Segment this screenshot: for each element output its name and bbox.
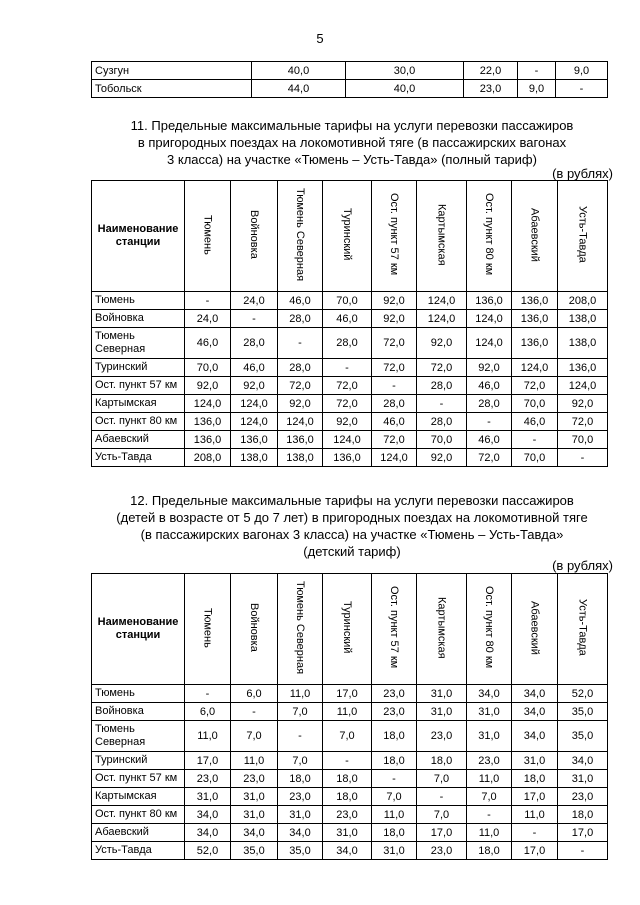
- tariff-cell: 70,0: [185, 359, 231, 377]
- column-header-label: Войновка: [248, 603, 260, 652]
- tariff-cell: 24,0: [231, 292, 278, 310]
- column-header-label: Картымская: [435, 596, 448, 659]
- tariff-cell: -: [512, 431, 558, 449]
- tariff-cell: 35,0: [278, 842, 323, 860]
- column-header: [185, 181, 231, 292]
- station-name-cell: Усть-Тавда: [92, 449, 185, 467]
- tariff-cell: 7,0: [323, 721, 372, 752]
- tariff-cell: 92,0: [231, 377, 278, 395]
- tariff-cell: -: [185, 292, 231, 310]
- tariff-table-12: [91, 573, 608, 860]
- tariff-cell: -: [558, 449, 608, 467]
- tariff-cell: 70,0: [417, 431, 467, 449]
- station-name-cell: Войновка: [92, 703, 185, 721]
- tariff-cell: 46,0: [185, 328, 231, 359]
- column-header-label: Тюмень: [201, 607, 214, 648]
- tariff-cell: 6,0: [185, 703, 231, 721]
- table-row: [92, 703, 608, 721]
- page-number: 5: [316, 31, 324, 46]
- column-header: [558, 574, 608, 685]
- tariff-cell: 30,0: [346, 62, 464, 80]
- tariff-cell: 18,0: [372, 824, 417, 842]
- tariff-cell: 11,0: [467, 824, 512, 842]
- tariff-cell: 28,0: [323, 328, 372, 359]
- tariff-cell: 70,0: [558, 431, 608, 449]
- tariff-cell: 31,0: [185, 788, 231, 806]
- tariff-cell: 46,0: [512, 413, 558, 431]
- tariff-cell: 124,0: [185, 395, 231, 413]
- tariff-table-11: [91, 180, 608, 467]
- column-header-label: Тюмень: [201, 214, 214, 255]
- tariff-cell: 124,0: [278, 413, 323, 431]
- title-line: 3 класса) на участке «Тюмень – Усть-Тавда» (полный тариф): [167, 152, 537, 167]
- tariff-cell: 7,0: [417, 806, 467, 824]
- tariff-cell: 18,0: [558, 806, 608, 824]
- tariff-cell: 11,0: [185, 721, 231, 752]
- title-line: в пригородных поездах на локомотивной тяге (в пассажирских вагонах: [137, 135, 567, 150]
- column-header-label: Ост. пункт 80 км: [483, 193, 495, 276]
- tariff-cell: -: [467, 806, 512, 824]
- column-header-label: Туринский: [341, 208, 353, 261]
- tariff-cell: -: [372, 770, 417, 788]
- tariff-cell: 34,0: [512, 721, 558, 752]
- title-line: 11. Предельные максимальные тарифы на услуги перевозки пассажиров: [130, 118, 574, 133]
- tariff-cell: 72,0: [558, 413, 608, 431]
- station-name-cell: Туринский: [92, 752, 185, 770]
- tariff-cell: 28,0: [467, 395, 512, 413]
- column-header: [467, 181, 512, 292]
- station-name-cell: Войновка: [92, 310, 185, 328]
- tariff-cell: 34,0: [278, 824, 323, 842]
- tariff-cell: 23,0: [372, 703, 417, 721]
- table-row: [92, 752, 608, 770]
- tariff-cell: 7,0: [278, 703, 323, 721]
- tariff-cell: 22,0: [464, 62, 518, 80]
- tariff-cell: 23,0: [372, 685, 417, 703]
- tariff-cell: 31,0: [512, 752, 558, 770]
- table-row: [92, 377, 608, 395]
- tariff-cell: 23,0: [185, 770, 231, 788]
- tariff-cell: 72,0: [372, 328, 417, 359]
- tariff-cell: 70,0: [512, 395, 558, 413]
- column-header: [185, 574, 231, 685]
- tariff-cell: -: [323, 359, 372, 377]
- station-name-cell: Усть-Тавда: [92, 842, 185, 860]
- tariff-cell: 136,0: [558, 359, 608, 377]
- column-header: [372, 574, 417, 685]
- tariff-cell: 34,0: [185, 824, 231, 842]
- tariff-cell: 31,0: [231, 806, 278, 824]
- tariff-cell: 72,0: [323, 395, 372, 413]
- table-row: [92, 292, 608, 310]
- tariff-cell: 46,0: [467, 377, 512, 395]
- tariff-cell: 11,0: [278, 685, 323, 703]
- column-header: [323, 181, 372, 292]
- tariff-cell: 40,0: [252, 62, 346, 80]
- tariff-cell: 92,0: [372, 310, 417, 328]
- station-name-cell: Туринский: [92, 359, 185, 377]
- tariff-cell: 18,0: [372, 752, 417, 770]
- tariff-cell: 52,0: [185, 842, 231, 860]
- tariff-cell: 31,0: [417, 703, 467, 721]
- column-header-label: Ост. пункт 57 км: [388, 586, 400, 669]
- station-name-cell: Абаевский: [92, 431, 185, 449]
- tariff-cell: 23,0: [467, 752, 512, 770]
- tariff-cell: 124,0: [323, 431, 372, 449]
- tariff-cell: 136,0: [512, 328, 558, 359]
- tariff-cell: 18,0: [512, 770, 558, 788]
- tariff-cell: 124,0: [231, 395, 278, 413]
- column-header: [512, 181, 558, 292]
- table-row: [92, 328, 608, 359]
- tariff-cell: 138,0: [558, 328, 608, 359]
- column-header: [323, 574, 372, 685]
- station-name-cell: Ост. пункт 57 км: [92, 770, 185, 788]
- tariff-cell: 46,0: [372, 413, 417, 431]
- table-row: [92, 824, 608, 842]
- tariff-cell: 34,0: [185, 806, 231, 824]
- column-header-label: Ост. пункт 80 км: [483, 586, 495, 669]
- tariff-cell: 23,0: [464, 80, 518, 98]
- tariff-cell: 138,0: [231, 449, 278, 467]
- tariff-cell: 7,0: [278, 752, 323, 770]
- tariff-cell: 28,0: [372, 395, 417, 413]
- tariff-cell: 138,0: [278, 449, 323, 467]
- title-line: 12. Предельные максимальные тарифы на услуги перевозки пассажиров: [130, 493, 574, 508]
- tariff-cell: 17,0: [323, 685, 372, 703]
- column-header: [231, 574, 278, 685]
- station-name-cell: Тюмень Северная: [92, 328, 185, 359]
- table-row: [92, 413, 608, 431]
- tariff-cell: 124,0: [417, 310, 467, 328]
- table-11-unit: (в рублях): [552, 166, 613, 181]
- tariff-cell: 31,0: [467, 721, 512, 752]
- station-name-cell: Абаевский: [92, 824, 185, 842]
- tariff-cell: 34,0: [558, 752, 608, 770]
- column-header: [467, 574, 512, 685]
- tariff-cell: 70,0: [323, 292, 372, 310]
- title-line: (в пассажирских вагонах 3 класса) на участке «Тюмень – Усть-Тавда»: [140, 527, 564, 542]
- tariff-cell: 11,0: [372, 806, 417, 824]
- title-line: (детей в возрасте от 5 до 7 лет) в пригородных поездах на локомотивной тяге: [116, 510, 588, 525]
- tariff-cell: 17,0: [558, 824, 608, 842]
- tariff-cell: 136,0: [185, 431, 231, 449]
- tariff-cell: 46,0: [231, 359, 278, 377]
- table-row: [92, 395, 608, 413]
- tariff-cell: 7,0: [231, 721, 278, 752]
- title-line: (детский тариф): [303, 544, 401, 559]
- tariff-cell: 34,0: [467, 685, 512, 703]
- table-row: [92, 685, 608, 703]
- tariff-cell: 28,0: [231, 328, 278, 359]
- column-header: [372, 181, 417, 292]
- tariff-cell: 23,0: [323, 806, 372, 824]
- column-header-label: Абаевский: [528, 207, 541, 262]
- station-name-cell: Картымская: [92, 788, 185, 806]
- tariff-cell: -: [278, 328, 323, 359]
- table-row: [92, 431, 608, 449]
- tariff-cell: 31,0: [323, 824, 372, 842]
- tariff-cell: -: [231, 310, 278, 328]
- table-row: [92, 788, 608, 806]
- tariff-cell: 92,0: [278, 395, 323, 413]
- tariff-cell: 17,0: [185, 752, 231, 770]
- column-header-label: Туринский: [341, 601, 353, 654]
- tariff-cell: 28,0: [417, 377, 467, 395]
- table-row: [92, 80, 608, 98]
- table-row: [92, 310, 608, 328]
- tariff-cell: 11,0: [231, 752, 278, 770]
- table-row: [92, 62, 608, 80]
- tariff-cell: 92,0: [323, 413, 372, 431]
- column-header: [512, 574, 558, 685]
- tariff-cell: 72,0: [417, 359, 467, 377]
- header-station-name: Наименование станции: [92, 574, 185, 685]
- tariff-cell: 124,0: [558, 377, 608, 395]
- tariff-cell: 72,0: [323, 377, 372, 395]
- tariff-cell: 18,0: [323, 770, 372, 788]
- station-name-cell: Тюмень: [92, 685, 185, 703]
- tariff-cell: -: [417, 395, 467, 413]
- tariff-cell: 92,0: [417, 328, 467, 359]
- table-11-title: [91, 117, 613, 168]
- tariff-cell: -: [372, 377, 417, 395]
- tariff-cell: 7,0: [467, 788, 512, 806]
- tariff-cell: 46,0: [323, 310, 372, 328]
- tariff-cell: 72,0: [512, 377, 558, 395]
- tariff-cell: -: [558, 842, 608, 860]
- table-row: [92, 842, 608, 860]
- station-name-cell: Ост. пункт 80 км: [92, 413, 185, 431]
- tariff-cell: -: [512, 824, 558, 842]
- tariff-cell: 92,0: [372, 292, 417, 310]
- tariff-cell: 208,0: [185, 449, 231, 467]
- tariff-cell: 124,0: [512, 359, 558, 377]
- tariff-cell: 35,0: [231, 842, 278, 860]
- column-header-label: Тюмень Северная: [294, 580, 306, 675]
- column-header-label: Войновка: [248, 210, 260, 259]
- column-header: [278, 181, 323, 292]
- tariff-cell: 136,0: [278, 431, 323, 449]
- tariff-cell: 124,0: [467, 310, 512, 328]
- tariff-cell: 138,0: [558, 310, 608, 328]
- column-header: [231, 181, 278, 292]
- tariff-cell: 34,0: [512, 703, 558, 721]
- tariff-cell: 92,0: [467, 359, 512, 377]
- tariff-cell: 18,0: [278, 770, 323, 788]
- tariff-cell: 72,0: [372, 431, 417, 449]
- column-header: [417, 574, 467, 685]
- continuation-table: [91, 61, 608, 98]
- tariff-cell: 124,0: [231, 413, 278, 431]
- tariff-cell: 124,0: [372, 449, 417, 467]
- tariff-cell: 92,0: [417, 449, 467, 467]
- tariff-cell: 18,0: [323, 788, 372, 806]
- tariff-cell: 7,0: [372, 788, 417, 806]
- tariff-cell: 23,0: [278, 788, 323, 806]
- tariff-cell: -: [556, 80, 608, 98]
- tariff-cell: 9,0: [518, 80, 556, 98]
- tariff-cell: 44,0: [252, 80, 346, 98]
- tariff-cell: 31,0: [278, 806, 323, 824]
- tariff-cell: 136,0: [185, 413, 231, 431]
- column-header-label: Тюмень Северная: [294, 187, 306, 282]
- tariff-cell: 17,0: [512, 788, 558, 806]
- tariff-cell: 31,0: [558, 770, 608, 788]
- table-12-unit: (в рублях): [552, 558, 613, 573]
- tariff-cell: 11,0: [467, 770, 512, 788]
- tariff-cell: 9,0: [556, 62, 608, 80]
- tariff-cell: 18,0: [417, 752, 467, 770]
- tariff-cell: 28,0: [417, 413, 467, 431]
- tariff-cell: -: [278, 721, 323, 752]
- tariff-cell: 34,0: [231, 824, 278, 842]
- table-row: [92, 770, 608, 788]
- tariff-cell: -: [467, 413, 512, 431]
- table-row: [92, 449, 608, 467]
- station-name-cell: Тюмень Северная: [92, 721, 185, 752]
- tariff-cell: 6,0: [231, 685, 278, 703]
- tariff-cell: 28,0: [278, 359, 323, 377]
- tariff-cell: 18,0: [467, 842, 512, 860]
- table-row: [92, 806, 608, 824]
- tariff-cell: 31,0: [231, 788, 278, 806]
- tariff-cell: 124,0: [417, 292, 467, 310]
- station-name-cell: Тобольск: [92, 80, 252, 98]
- tariff-cell: 34,0: [323, 842, 372, 860]
- column-header-label: Картымская: [435, 203, 448, 266]
- tariff-cell: 136,0: [231, 431, 278, 449]
- tariff-cell: 72,0: [467, 449, 512, 467]
- header-station-name: Наименование станции: [92, 181, 185, 292]
- tariff-cell: -: [323, 752, 372, 770]
- tariff-cell: -: [417, 788, 467, 806]
- tariff-cell: -: [518, 62, 556, 80]
- table-row: [92, 721, 608, 752]
- tariff-cell: 92,0: [558, 395, 608, 413]
- tariff-cell: 40,0: [346, 80, 464, 98]
- tariff-cell: 136,0: [323, 449, 372, 467]
- column-header-label: Абаевский: [528, 600, 541, 655]
- tariff-cell: 31,0: [372, 842, 417, 860]
- tariff-cell: 35,0: [558, 703, 608, 721]
- column-header: [417, 181, 467, 292]
- column-header-label: Ост. пункт 57 км: [388, 193, 400, 276]
- tariff-cell: 46,0: [467, 431, 512, 449]
- tariff-cell: 23,0: [417, 721, 467, 752]
- tariff-cell: 18,0: [372, 721, 417, 752]
- tariff-cell: 23,0: [417, 842, 467, 860]
- column-header: [278, 574, 323, 685]
- tariff-cell: 70,0: [512, 449, 558, 467]
- station-name-cell: Сузгун: [92, 62, 252, 80]
- tariff-cell: 23,0: [231, 770, 278, 788]
- tariff-cell: -: [231, 703, 278, 721]
- tariff-cell: 136,0: [512, 310, 558, 328]
- tariff-cell: 7,0: [417, 770, 467, 788]
- tariff-cell: 23,0: [558, 788, 608, 806]
- tariff-cell: 124,0: [467, 328, 512, 359]
- tariff-cell: 46,0: [278, 292, 323, 310]
- tariff-cell: 17,0: [512, 842, 558, 860]
- tariff-cell: 31,0: [417, 685, 467, 703]
- station-name-cell: Картымская: [92, 395, 185, 413]
- table-row: [92, 359, 608, 377]
- tariff-cell: 52,0: [558, 685, 608, 703]
- tariff-cell: 11,0: [323, 703, 372, 721]
- tariff-cell: 24,0: [185, 310, 231, 328]
- column-header-label: Усть-Тавда: [576, 206, 589, 263]
- tariff-cell: 72,0: [372, 359, 417, 377]
- tariff-cell: 11,0: [512, 806, 558, 824]
- tariff-cell: 28,0: [278, 310, 323, 328]
- tariff-cell: -: [185, 685, 231, 703]
- tariff-cell: 72,0: [278, 377, 323, 395]
- tariff-cell: 35,0: [558, 721, 608, 752]
- tariff-cell: 136,0: [467, 292, 512, 310]
- station-name-cell: Ост. пункт 57 км: [92, 377, 185, 395]
- table-12-title: [91, 492, 613, 560]
- tariff-cell: 31,0: [467, 703, 512, 721]
- tariff-cell: 17,0: [417, 824, 467, 842]
- column-header-label: Усть-Тавда: [576, 599, 589, 656]
- tariff-cell: 208,0: [558, 292, 608, 310]
- station-name-cell: Ост. пункт 80 км: [92, 806, 185, 824]
- station-name-cell: Тюмень: [92, 292, 185, 310]
- tariff-cell: 34,0: [512, 685, 558, 703]
- column-header: [558, 181, 608, 292]
- tariff-cell: 136,0: [512, 292, 558, 310]
- tariff-cell: 92,0: [185, 377, 231, 395]
